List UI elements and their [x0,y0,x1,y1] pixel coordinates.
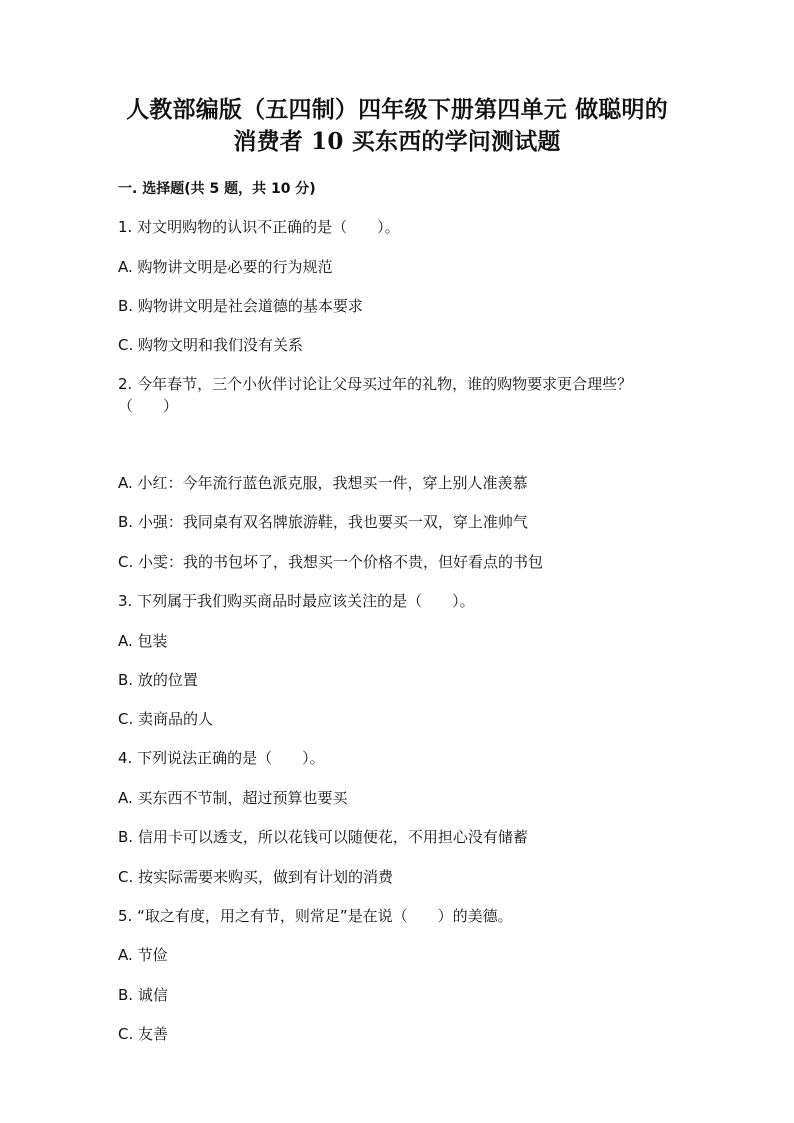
question-4-option-b: B. 信用卡可以透支，所以花钱可以随便花，不用担心没有储蓄 [118,828,528,846]
document-title: 人教部编版（五四制）四年级下册第四单元 做聪明的消费者 10 买东西的学问测试题 [126,96,668,155]
question-2-option-c: C. 小雯：我的书包坏了，我想买一个价格不贵，但好看点的书包 [118,553,544,571]
question-4-option-a: A. 买东西不节制，超过预算也要买 [118,789,348,807]
question-4-option-c: C. 按实际需要来购买，做到有计划的消费 [118,868,394,886]
question-2-option-a: A. 小红：今年流行蓝色派克服，我想买一件，穿上别人准羡慕 [118,474,528,492]
question-3-option-b: B. 放的位置 [118,671,198,689]
question-1-option-a: A. 购物讲文明是必要的行为规范 [118,258,333,276]
question-5-option-c: C. 友善 [118,1025,169,1043]
question-5-option-b: B. 诚信 [118,986,168,1004]
question-3-stem: 3. 下列属于我们购买商品时最应该关注的是（ ）。 [118,592,475,610]
question-2-stem: 2. 今年春节，三个小伙伴讨论让父母买过年的礼物，谁的购物要求更合理些？（ ） [118,375,633,415]
question-5-stem: 5. “取之有度，用之有节，则常足”是在说（ ）的美德。 [118,907,513,925]
question-1-stem: 1. 对文明购物的认识不正确的是（ ）。 [118,218,400,236]
question-5-option-a: A. 节俭 [118,946,168,964]
question-1-option-b: B. 购物讲文明是社会道德的基本要求 [118,297,363,315]
question-2-option-b: B. 小强：我同桌有双名牌旅游鞋，我也要买一双，穿上准帅气 [118,513,528,531]
question-3-option-c: C. 卖商品的人 [118,710,214,728]
question-1-option-c: C. 购物文明和我们没有关系 [118,336,304,354]
section-header: 一. 选择题(共 5 题，共 10 分) [118,181,316,197]
question-4-stem: 4. 下列说法正确的是（ ）。 [118,749,325,767]
question-3-option-a: A. 包装 [118,632,168,650]
